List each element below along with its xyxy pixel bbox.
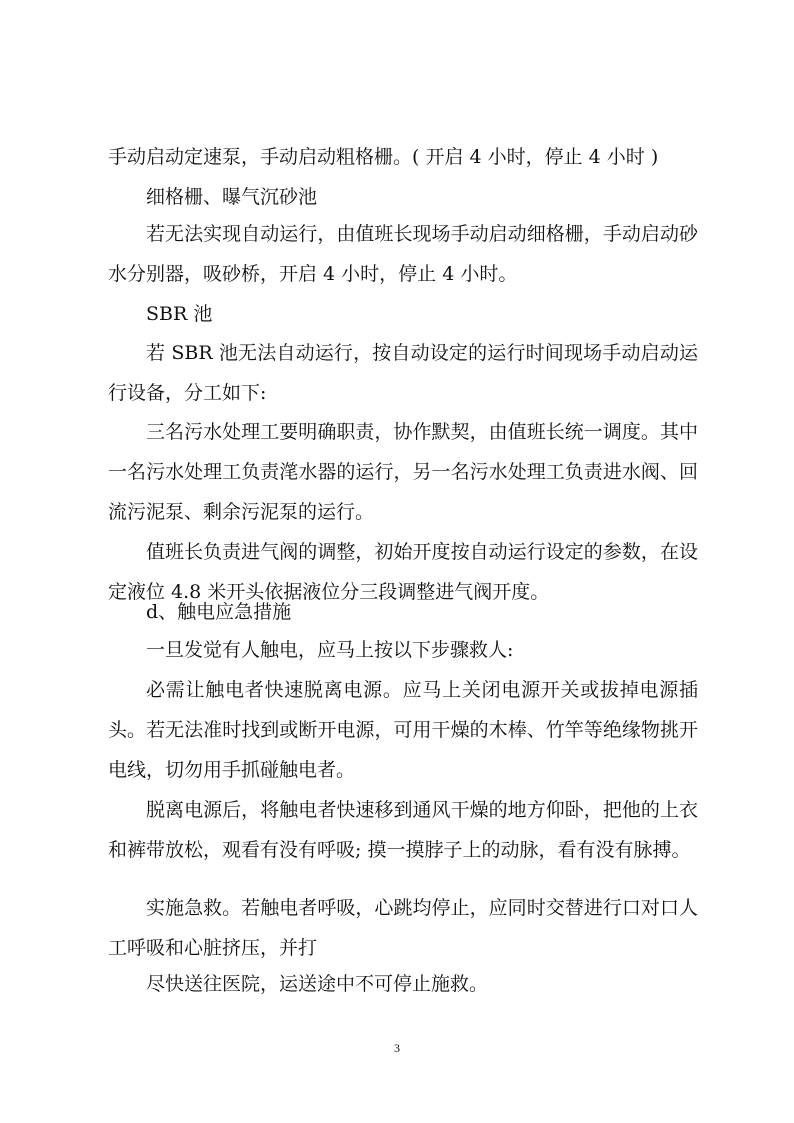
paragraph-first-aid: 实施急救。若触电者呼吸，心跳均停止，应同时交替进行口对口人工呼吸和心脏挤压，并打: [108, 897, 698, 959]
paragraph-disconnect-power: 必需让触电者快速脱离电源。应马上关闭电源开关或拔掉电源插头。若无法准时找到或断开电源，可用干燥的木棒、竹竿等绝缘物挑开电线，切勿用手抓碰触电者。: [108, 679, 698, 781]
paragraph-pump-start: 手动启动定速泵，手动启动粗格栅。( 开启 4 小时，停止 4 小时 ): [108, 146, 659, 168]
paragraph-shock-intro: 一旦发觉有人触电，应马上按以下步骤救人:: [146, 639, 514, 661]
heading-sbr: SBR 池: [146, 303, 213, 325]
paragraph-sbr-duties: 三名污水处理工要明确职责，协作默契，由值班长统一调度。其中一名污水处理工负责滗水器的运行，另一名污水处理工负责进水阀、回流污泥泵、剩余污泥泵的运行。: [108, 421, 698, 523]
page-number: 3: [394, 1041, 400, 1055]
paragraph-fine-screen: 若无法实现自动运行，由值班长现场手动启动细格栅，手动启动砂水分别器，吸砂桥，开启 4 小时，停止 4 小时。: [108, 223, 698, 285]
paragraph-after-disconnect: 脱离电源后，将触电者快速移到通风干燥的地方仰卧，把他的上衣和裤带放松，观看有没有呼吸; 摸一摸脖子上的动脉，看有没有脉搏。: [108, 799, 698, 861]
heading-fine-screen: 细格栅、曝气沉砂池: [146, 186, 318, 208]
paragraph-sbr-manual: 若 SBR 池无法自动运行，按自动设定的运行时间现场手动启动运行设备，分工如下:: [108, 342, 698, 404]
paragraph-hospital: 尽快送往医院，运送途中不可停止施救。: [146, 973, 489, 995]
paragraph-air-valve: 值班长负责进气阀的调整，初始开度按自动运行设定的参数，在设定液位 4.8 米开头依据液位分三段调整进气阀开度。: [108, 541, 698, 603]
heading-electric-shock: d、触电应急措施: [146, 601, 292, 623]
